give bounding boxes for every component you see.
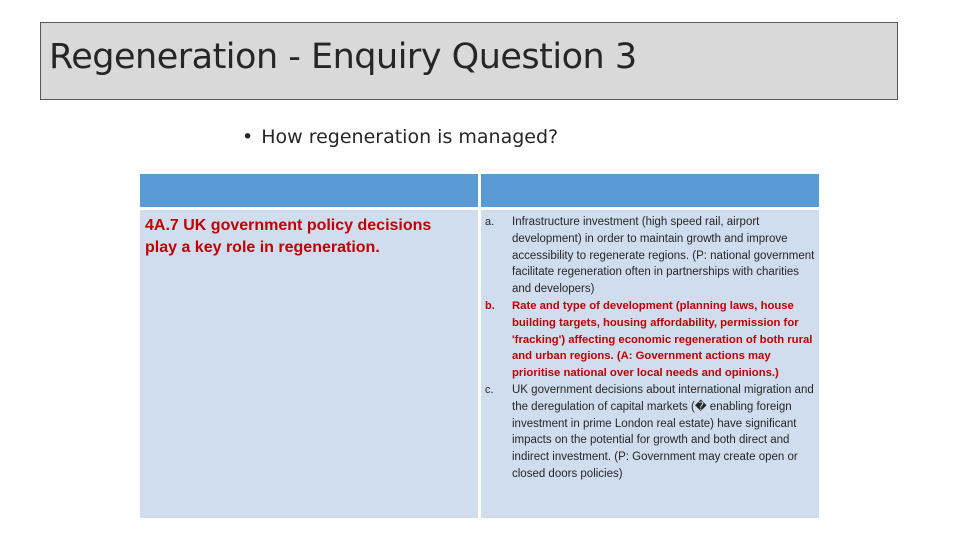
content-table — [140, 174, 819, 518]
list-marker: b. — [485, 299, 495, 312]
content-list — [481, 214, 819, 483]
bullet-text: How regeneration is managed? — [261, 126, 559, 148]
table-header-right — [481, 174, 819, 207]
table-cell-right — [481, 210, 819, 518]
bullet-question — [242, 126, 558, 148]
list-item-c — [481, 382, 819, 483]
list-marker: a. — [485, 216, 495, 228]
specification-statement: 4A.7 UK government policy decisions play a key role in regeneration. — [145, 217, 432, 256]
title-box — [40, 22, 898, 100]
list-marker: c. — [485, 383, 494, 396]
slide-title: Regeneration - Enquiry Question 3 — [49, 37, 637, 77]
list-item-b — [481, 298, 819, 382]
bullet-symbol: • — [242, 126, 254, 148]
table-header-left — [140, 174, 478, 207]
list-item-text: UK government decisions about international migration and the deregulation of capital markets (� enabling foreign investment in prime London real estate) have significant impacts on the potential for growth and both direct and indirect investment. (P: Government may create open or closed doors policies) — [512, 383, 814, 480]
list-item-text: Rate and type of development (planning laws, house building targets, housing affordability, permission for 'fracking') affecting economic regeneration of both rural and urban regions. (A: Government actions may prioritise national over local needs and opinions.) — [512, 299, 813, 380]
list-item-a — [481, 214, 819, 298]
table-cell-left — [140, 210, 478, 518]
list-item-text: Infrastructure investment (high speed rail, airport development) in order to maintain growth and improve accessibility to regenerate regions. (P: national government facilitate regeneration often in partnerships with charities and developers) — [512, 216, 815, 296]
